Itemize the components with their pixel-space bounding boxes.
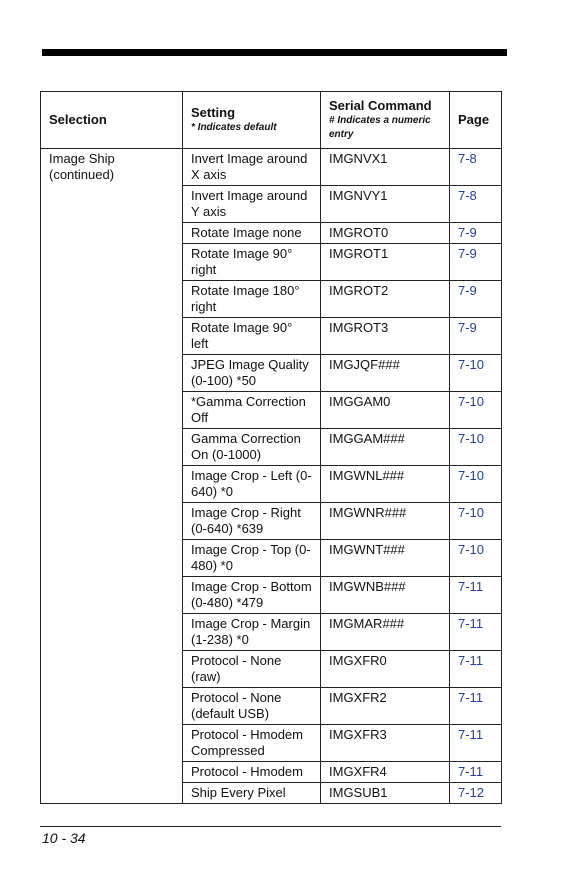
setting-cell: Protocol - Hmodem (183, 762, 321, 783)
command-cell: IMGXFR0 (321, 651, 450, 688)
page-link[interactable]: 7-10 (450, 503, 502, 540)
setting-cell: Image Crop - Left (0-640) *0 (183, 466, 321, 503)
page-link[interactable]: 7-11 (450, 614, 502, 651)
page-number: 10 - 34 (42, 830, 86, 846)
setting-cell: Invert Image around Y axis (183, 186, 321, 223)
selection-cell: Image Ship (continued) (41, 149, 183, 804)
header-setting-note: * Indicates default (191, 122, 277, 133)
command-cell: IMGWNL### (321, 466, 450, 503)
command-cell: IMGMAR### (321, 614, 450, 651)
command-cell: IMGXFR2 (321, 688, 450, 725)
page-link[interactable]: 7-9 (450, 281, 502, 318)
header-page: Page (450, 92, 502, 149)
setting-cell: Rotate Image 90° right (183, 244, 321, 281)
setting-cell: Protocol - None (raw) (183, 651, 321, 688)
page-link[interactable]: 7-8 (450, 149, 502, 186)
command-cell: IMGXFR4 (321, 762, 450, 783)
footer-rule (40, 826, 501, 827)
command-cell: IMGROT3 (321, 318, 450, 355)
page-link[interactable]: 7-11 (450, 725, 502, 762)
command-cell: IMGGAM### (321, 429, 450, 466)
header-serial-note: # Indicates a numeric entry (329, 115, 431, 140)
page-link[interactable]: 7-10 (450, 429, 502, 466)
setting-cell: Image Crop - Bottom (0-480) *479 (183, 577, 321, 614)
command-cell: IMGWNR### (321, 503, 450, 540)
setting-cell: Protocol - None (default USB) (183, 688, 321, 725)
setting-cell: *Gamma Correction Off (183, 392, 321, 429)
setting-cell: Image Crop - Top (0-480) *0 (183, 540, 321, 577)
setting-cell: Gamma Correction On (0-1000) (183, 429, 321, 466)
command-cell: IMGWNT### (321, 540, 450, 577)
page-link[interactable]: 7-11 (450, 762, 502, 783)
setting-cell: Rotate Image none (183, 223, 321, 244)
setting-cell: Image Crop - Margin (1-238) *0 (183, 614, 321, 651)
page-link[interactable]: 7-8 (450, 186, 502, 223)
header-serial-command (321, 92, 450, 149)
command-cell: IMGGAM0 (321, 392, 450, 429)
page-link[interactable]: 7-10 (450, 392, 502, 429)
page-link[interactable]: 7-11 (450, 651, 502, 688)
command-cell: IMGSUB1 (321, 783, 450, 804)
setting-cell: Image Crop - Right (0-640) *639 (183, 503, 321, 540)
page-link[interactable]: 7-11 (450, 688, 502, 725)
setting-cell: Rotate Image 90° left (183, 318, 321, 355)
command-cell: IMGROT2 (321, 281, 450, 318)
setting-cell: Ship Every Pixel (183, 783, 321, 804)
header-setting-label: Setting (191, 105, 236, 120)
header-serial-label: Serial Command (329, 98, 432, 113)
command-cell: IMGNVY1 (321, 186, 450, 223)
command-cell: IMGROT0 (321, 223, 450, 244)
header-setting (183, 92, 321, 149)
header-selection: Selection (41, 92, 183, 149)
setting-cell: Rotate Image 180° right (183, 281, 321, 318)
command-cell: IMGXFR3 (321, 725, 450, 762)
command-cell: IMGROT1 (321, 244, 450, 281)
command-cell: IMGNVX1 (321, 149, 450, 186)
command-cell: IMGWNB### (321, 577, 450, 614)
page-link[interactable]: 7-9 (450, 223, 502, 244)
serial-command-table (40, 91, 502, 804)
page-link[interactable]: 7-10 (450, 355, 502, 392)
command-cell: IMGJQF### (321, 355, 450, 392)
page-link[interactable]: 7-12 (450, 783, 502, 804)
table-row (41, 149, 502, 186)
page-link[interactable]: 7-10 (450, 466, 502, 503)
setting-cell: Protocol - Hmodem Compressed (183, 725, 321, 762)
page-link[interactable]: 7-11 (450, 577, 502, 614)
setting-cell: Invert Image around X axis (183, 149, 321, 186)
page-link[interactable]: 7-9 (450, 244, 502, 281)
table-header-row (41, 92, 502, 149)
top-rule (42, 49, 507, 56)
setting-cell: JPEG Image Quality (0-100) *50 (183, 355, 321, 392)
page-link[interactable]: 7-9 (450, 318, 502, 355)
page-link[interactable]: 7-10 (450, 540, 502, 577)
